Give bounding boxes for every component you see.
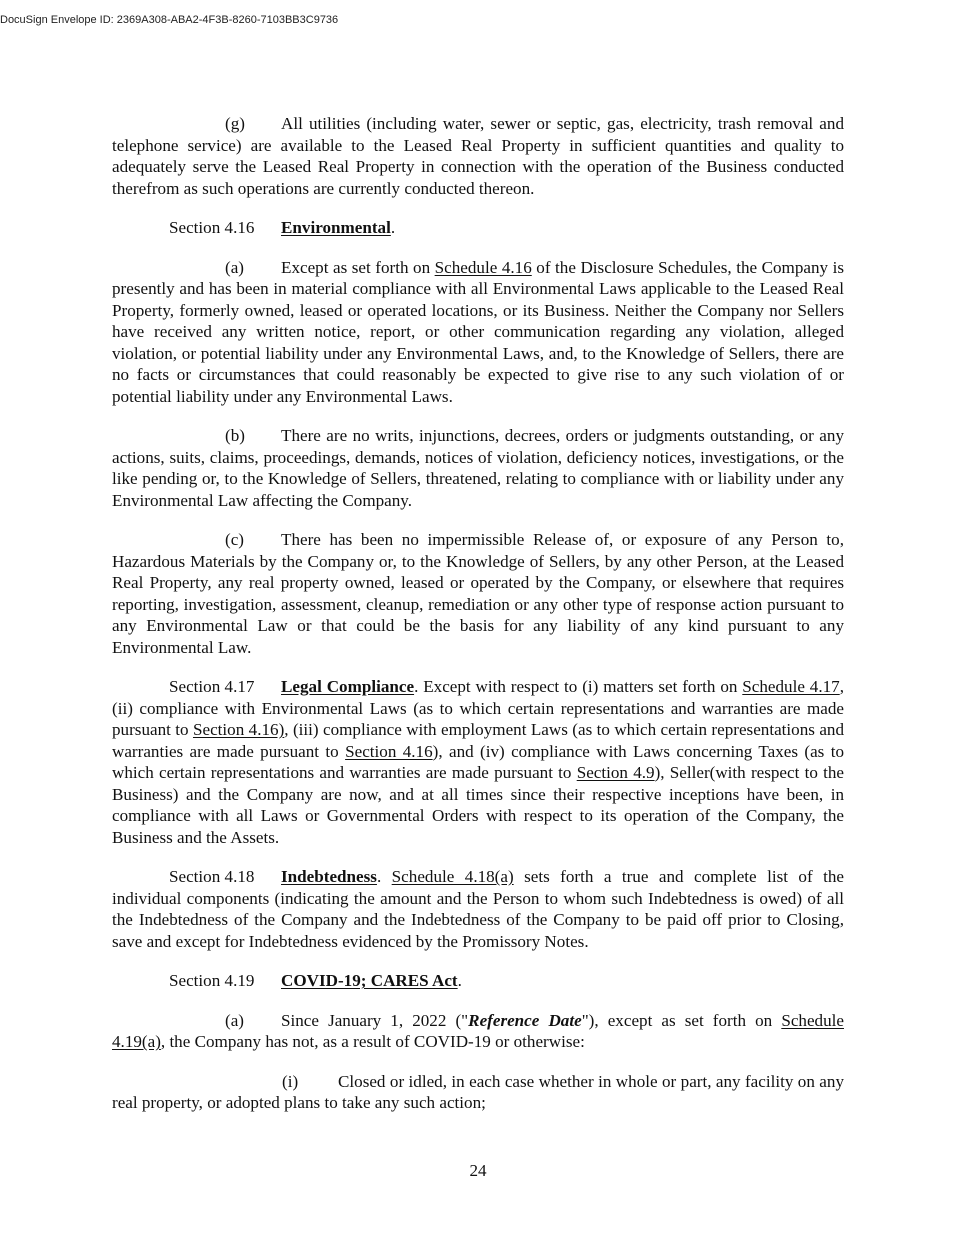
schedule-4-17-link[interactable]: Schedule 4.17: [742, 677, 840, 696]
section-4-16-link[interactable]: Section 4.16: [345, 741, 433, 761]
section-title: COVID-19; CARES Act: [281, 971, 458, 990]
clause-label: (c): [225, 530, 244, 549]
document-body: [112, 113, 844, 1114]
clause-text: Closed or idled, in each case whether in whole or part, any facility on any real property, or adopted plans to take any such action;: [112, 1071, 844, 1112]
section-text: . Except with respect to (i) matters set forth on: [414, 677, 743, 696]
paragraph-4-19-a: [112, 1010, 844, 1053]
section-text: , (ii) compliance with Environmental Laws (as to which certain representations and warranties are made pursuant to: [112, 677, 844, 739]
paragraph-4-16-b: [112, 425, 844, 511]
docusign-envelope-id: DocuSign Envelope ID: 2369A308-ABA2-4F3B-8260-7103BB3C9736: [0, 14, 339, 26]
section-4-19-heading: [112, 970, 844, 992]
section-number: Section 4.18: [169, 867, 255, 886]
section-number: Section 4.19: [169, 971, 255, 990]
section-number: Section 4.16: [169, 218, 255, 237]
section-title-period: .: [457, 971, 462, 990]
clause-text: "), except as set forth on: [581, 1010, 782, 1030]
paragraph-4-15-g: [112, 113, 844, 199]
section-title: Indebtedness: [281, 867, 377, 886]
clause-label: (a): [225, 1010, 244, 1030]
section-text: , (iii) compliance with employment Laws (as to which certain representations and warranties are made pursuant to: [112, 720, 844, 761]
schedule-4-16-link[interactable]: Schedule 4.16: [434, 257, 532, 277]
paragraph-4-16-a: [112, 257, 844, 408]
section-text: .: [376, 867, 392, 886]
paragraph-4-19-a-i: [112, 1071, 844, 1114]
section-text: sets forth a true and complete list of the individual components (indicating the amount and the Person to whom such Indebtedness is owed) of all the Indebtedness of the Company and the Indebtedness of the Company to be paid off prior to Closing, save and except for Indebtedness evidenced by the Promissory Notes.: [112, 867, 844, 951]
clause-text: There has been no impermissible Release of, or exposure of any Person to, Hazardous Materials by the Company or, to the Knowledge of Sellers, by any other Person, at the Leased Real Property, any real property owned, leased or operated by the Company, or elsewhere that requires reporting, investigation, assessment, cleanup, remediation or any other type of response action pursuant to any Environmental Law or that could be the basis for any liability of any kind pursuant to any Environmental Law.: [112, 530, 844, 657]
clause-label: (a): [225, 257, 244, 277]
clause-text: of the Disclosure Schedules, the Company is presently and has been in material compliance with all Environmental Laws applicable to the Leased Real Property, formerly owned, leased or operated locations, or its Business. Neither the Company nor Sellers have received any written notice, report, or other communication regarding any violation, alleged violation, or potential liability under any Environmental Laws, and, to the Knowledge of Sellers, there are no facts or circumstances that could reasonably be expected to give rise to any such violation of or potential liability under any Environmental Laws.: [112, 257, 845, 406]
clause-text: All utilities (including water, sewer or septic, gas, electricity, trash removal and telephone service) are available to the Leased Real Property in sufficient quantities and quality to adequately serve the Leased Real Property in connection with the operation of the Business conducted therefrom as such operations are currently conducted thereon.: [112, 114, 844, 198]
section-number: Section 4.17: [169, 677, 255, 696]
section-4-16-heading: [112, 217, 844, 239]
schedule-4-19a-link[interactable]: Schedule 4.19(a): [112, 1010, 844, 1051]
section-title-period: .: [390, 218, 396, 237]
defined-term: Reference Date: [468, 1010, 582, 1030]
clause-text: , the Company has not, as a result of COVID-19 or otherwise:: [160, 1032, 585, 1051]
section-4-18: [112, 866, 844, 952]
section-text: ), Seller(with respect to the Business) and the Company are now, and at all times since their respective inceptions have been, in compliance with all Laws or Governmental Orders with respect to its operation of the Company, the Business and the Assets.: [112, 763, 844, 847]
clause-label: (b): [225, 426, 245, 445]
schedule-4-18a-link[interactable]: Schedule 4.18(a): [391, 867, 514, 886]
paragraph-4-16-c: [112, 529, 844, 658]
section-4-16-link[interactable]: Section 4.16): [192, 720, 285, 739]
section-4-17: [112, 676, 844, 848]
clause-text: Since January 1, 2022 (": [281, 1010, 469, 1030]
clause-text: Except as set forth on: [281, 257, 435, 277]
section-title: Legal Compliance: [281, 677, 415, 696]
section-title: Environmental: [281, 218, 391, 237]
clause-label: (i): [282, 1071, 299, 1091]
section-4-9-link[interactable]: Section 4.9: [576, 763, 655, 782]
page-number: 24: [469, 1161, 487, 1180]
section-text: ), and (iv) compliance with Laws concerning Taxes (as to which certain representations and warranties are made pursuant to: [112, 741, 844, 782]
clause-text: There are no writs, injunctions, decrees, orders or judgments outstanding, or any actions, suits, claims, proceedings, demands, notices of violation, deficiency notices, investigations, or the like pending or, to the Knowledge of Sellers, threatened, relating to compliance with or liability under any Environmental Law affecting the Company.: [112, 426, 844, 510]
clause-label: (g): [225, 114, 245, 133]
